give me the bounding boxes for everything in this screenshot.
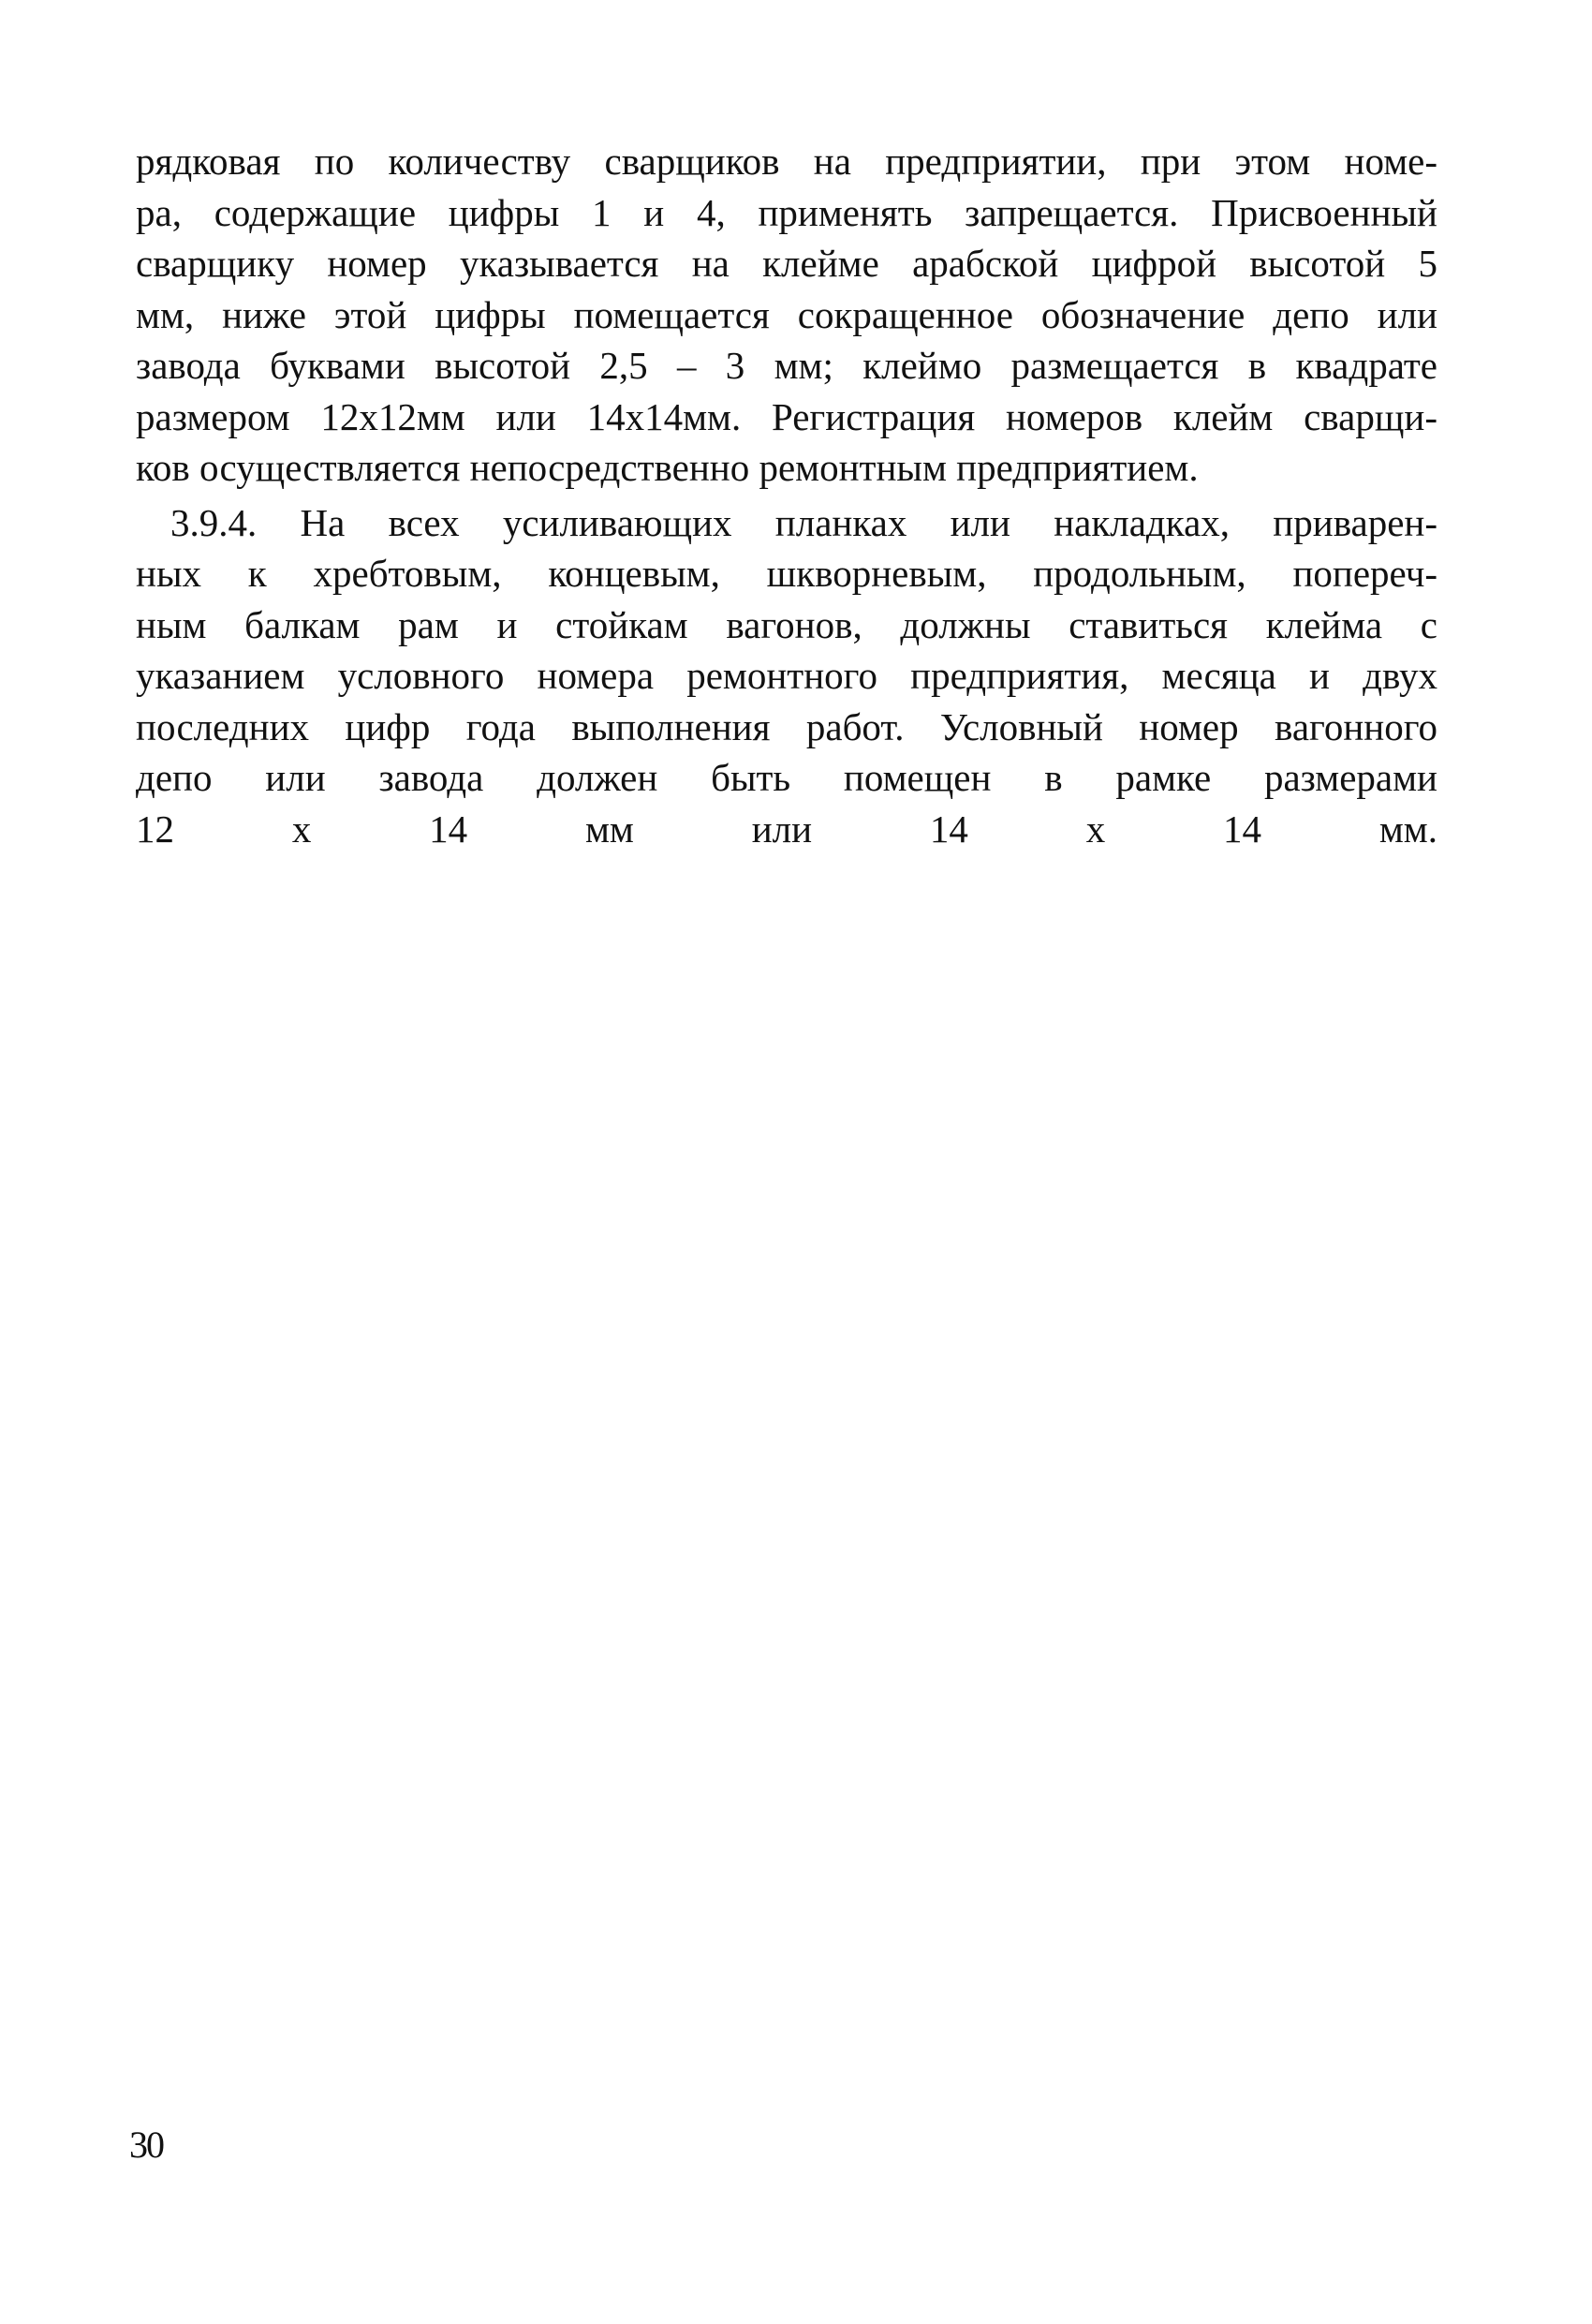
text-line: 3.9.4. На всех усиливающих планках или накладках, приварен- xyxy=(170,500,1437,544)
text-line: ных к хребтовым, концевым, шкворневым, продольным, попереч- xyxy=(136,552,1437,595)
page-body xyxy=(136,136,1437,906)
text-line: последних цифр года выполнения работ. Условный номер вагонного xyxy=(136,704,1437,748)
text-line: завода буквами высотой 2,5 – 3 мм; клеймо размещается в квадрате xyxy=(136,344,1437,387)
text-line xyxy=(136,854,1437,906)
text-line: сварщику номер указывается на клейме арабской цифрой высотой 5 xyxy=(136,242,1437,285)
text-line: рядковая по количеству сварщиков на предприятии, при этом номе- xyxy=(136,140,1437,183)
text-line: ра, содержащие цифры 1 и 4, применять запрещается. Присвоенный xyxy=(136,190,1437,234)
paragraph-3-9-4 xyxy=(136,497,1437,906)
text-line: размером 12х12мм или 14х14мм. Регистрация номеров клейм сварщи- xyxy=(136,394,1437,438)
text-line: депо или завода должен быть помещен в рамке размерами xyxy=(136,756,1437,799)
text-line: указанием условного номера ремонтного предприятия, месяца и двух xyxy=(136,654,1437,697)
text-line: ным балкам рам и стойкам вагонов, должны ставиться клейма с xyxy=(136,602,1437,646)
text-line: 12 х 14 мм или 14 х 14 мм. xyxy=(136,807,1437,851)
text-line: мм, ниже этой цифры помещается сокращенное обозначение депо или xyxy=(136,292,1437,336)
page-number: 30 xyxy=(129,2124,163,2166)
paragraph-stamp-numbering xyxy=(136,136,1437,494)
text-line: ков осуществляется непосредственно ремонтным предприятием. xyxy=(136,446,1199,489)
